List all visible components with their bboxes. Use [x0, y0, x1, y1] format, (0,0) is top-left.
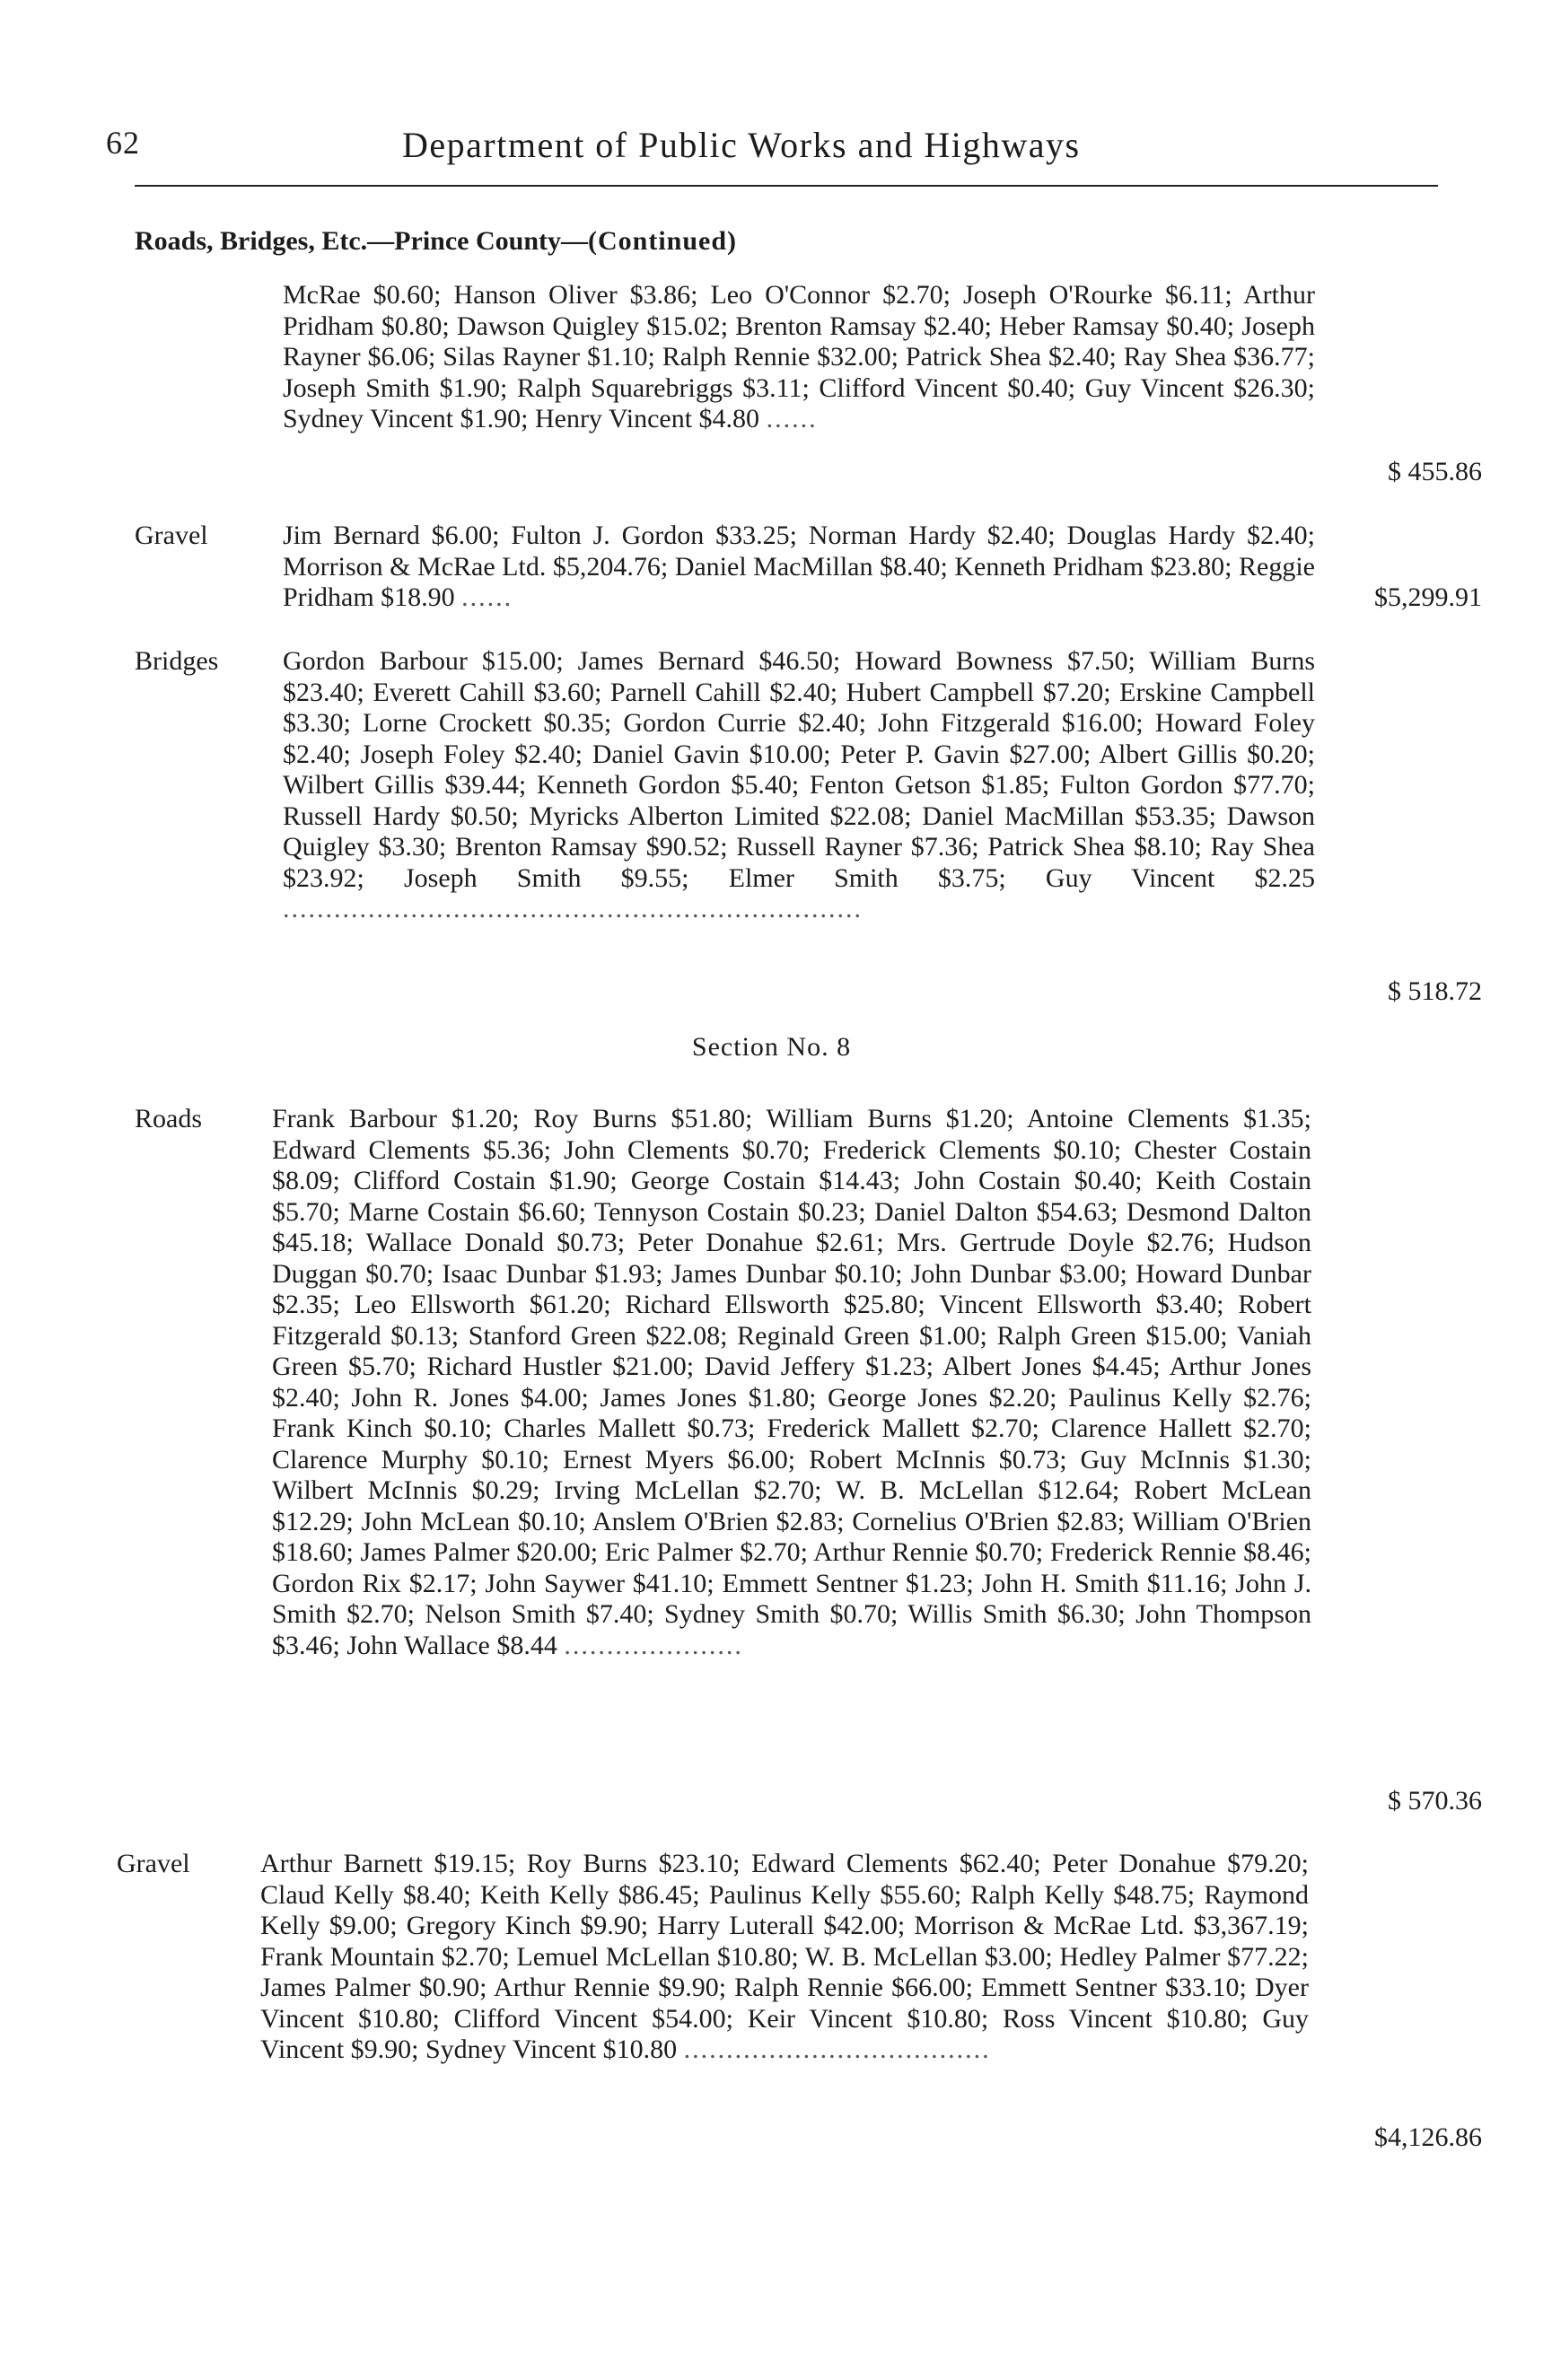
entry-amount: $ 570.36	[1388, 1786, 1482, 1816]
entry-text	[283, 646, 1315, 925]
entry-text	[283, 280, 1315, 435]
entry-category-label: Roads	[135, 1104, 202, 1133]
entry-text	[260, 1849, 1309, 2066]
running-head	[106, 124, 1434, 169]
page-number: 62	[106, 125, 140, 161]
entry-payees: Frank Barbour $1.20; Roy Burns $51.80; William Burns $1.20; Antoine Clements $1.35; Edward Clements $5.36; John Clements $0.70; Frederick Clements $0.10; Chester Costain $8.09; Clifford Costain $1.90; George Costain $14.43; John Costain $0.40; Keith Costain $5.70; Marne Costain $6.60; Tennyson Costain $0.23; Daniel Dalton $54.63; Desmond Dalton $45.18; Wallace Donald $0.73; Peter Donahue $2.61; Mrs. Gertrude Doyle $2.76; Hudson Duggan $0.70; Isaac Dunbar $1.93; James Dunbar $0.10; John Dunbar $3.00; Howard Dunbar $2.35; Leo Ellsworth $61.20; Richard Ellsworth $25.80; Vincent Ellsworth $3.40; Robert Fitzgerald $0.13; Stanford Green $22.08; Reginald Green $1.00; Ralph Green $15.00; Vaniah Green $5.70; Richard Hustler $21.00; David Jeffery $1.23; Albert Jones $4.45; Arthur Jones $2.40; John R. Jones $4.00; James Jones $1.80; George Jones $2.20; Paulinus Kelly $2.76; Frank Kinch $0.10; Charles Mallett $0.73; Frederick Mallett $2.70; Clarence Hallett $2.70; Clarence Murphy $0.10; Ernest Myers $6.00; Robert McInnis $0.73; Guy McInnis $1.30; Wilbert McInnis $0.29; Irving McLellan $2.70; W. B. McLellan $12.64; Robert McLean $12.29; John McLean $0.10; Anslem O'Brien $2.83; Cornelius O'Brien $2.83; William O'Brien $18.60; James Palmer $20.00; Eric Palmer $2.70; Arthur Rennie $0.70; Frederick Rennie $8.46; Gordon Rix $2.17; John Saywer $41.10; Emmett Sentner $1.23; John H. Smith $11.16; John J. Smith $2.70; Nelson Smith $7.40; Sydney Smith $0.70; Willis Smith $6.30; John Thompson $3.46; John Wallace $8.44	[272, 1104, 1311, 1660]
entry-payees: Gordon Barbour $15.00; James Bernard $46.50; Howard Bowness $7.50; William Burns $23.40; Everett Cahill $3.60; Parnell Cahill $2.40; Hubert Campbell $7.20; Erskine Campbell $3.30; Lorne Crockett $0.35; Gordon Currie $2.40; John Fitzgerald $16.00; Howard Foley $2.40; Joseph Foley $2.40; Daniel Gavin $10.00; Peter P. Gavin $27.00; Albert Gillis $0.20; Wilbert Gillis $39.44; Kenneth Gordon $5.40; Fenton Getson $1.85; Fulton Gordon $77.70; Russell Hardy $0.50; Myricks Alberton Limited $22.08; Daniel MacMillan $53.35; Dawson Quigley $3.30; Brenton Ramsay $90.52; Russell Rayner $7.36; Patrick Shea $8.10; Ray Shea $23.92; Joseph Smith $9.55; Elmer Smith $3.75; Guy Vincent $2.25	[283, 646, 1315, 893]
entry-payees: McRae $0.60; Hanson Oliver $3.86; Leo O'Connor $2.70; Joseph O'Rourke $6.11; Arthur Pridham $0.80; Dawson Quigley $15.02; Brenton Ramsay $2.40; Heber Ramsay $0.40; Joseph Rayner $6.06; Silas Rayner $1.10; Ralph Rennie $32.00; Patrick Shea $2.40; Ray Shea $36.77; Joseph Smith $1.90; Ralph Squarebriggs $3.11; Clifford Vincent $0.40; Guy Vincent $26.30; Sydney Vincent $1.90; Henry Vincent $4.80	[283, 280, 1315, 433]
subsection-title: Section No. 8	[691, 1032, 852, 1062]
entry-category-label: Bridges	[135, 646, 219, 676]
running-title: Department of Public Works and Highways	[402, 125, 1081, 165]
dot-leader: ......	[766, 404, 818, 433]
entry-payees: Jim Bernard $6.00; Fulton J. Gordon $33.25; Norman Hardy $2.40; Douglas Hardy $2.40; Morrison & McRae Ltd. $5,204.76; Daniel MacMillan $8.40; Kenneth Pridham $23.80; Reggie Pridham $18.90	[283, 521, 1315, 612]
section-heading	[135, 226, 737, 257]
section-heading-text: Roads, Bridges, Etc.—Prince County—	[135, 226, 588, 256]
dot-leader: ......	[461, 582, 513, 612]
header-rule	[135, 185, 1438, 187]
entry-amount: $ 518.72	[1388, 976, 1482, 1006]
section-heading-continued: (Continued)	[588, 226, 738, 256]
entry-category-label: Gravel	[135, 521, 208, 550]
entry-amount: $ 455.86	[1388, 457, 1482, 486]
dot-leader: ....................................	[683, 2034, 991, 2064]
entry-category-label: Gravel	[117, 1849, 190, 1878]
entry-amount: $5,299.91	[1374, 582, 1482, 612]
entry-payees: Arthur Barnett $19.15; Roy Burns $23.10; Edward Clements $62.40; Peter Donahue $79.20; Claud Kelly $8.40; Keith Kelly $86.45; Paulinus Kelly $55.60; Ralph Kelly $48.75; Raymond Kelly $9.00; Gregory Kinch $9.90; Harry Luterall $42.00; Morrison & McRae Ltd. $3,367.19; Frank Mountain $2.70; Lemuel McLellan $10.80; W. B. McLellan $3.00; Hedley Palmer $77.22; James Palmer $0.90; Arthur Rennie $9.90; Ralph Rennie $66.00; Emmett Sentner $33.10; Dyer Vincent $10.80; Clifford Vincent $54.00; Keir Vincent $10.80; Ross Vincent $10.80; Guy Vincent $9.90; Sydney Vincent $10.80	[260, 1849, 1309, 2064]
dot-leader: ....................................................................	[283, 894, 863, 923]
entry-text	[272, 1104, 1311, 1661]
entry-amount: $4,126.86	[1374, 2122, 1482, 2152]
entry-text	[283, 521, 1315, 614]
dot-leader: .....................	[564, 1630, 743, 1660]
